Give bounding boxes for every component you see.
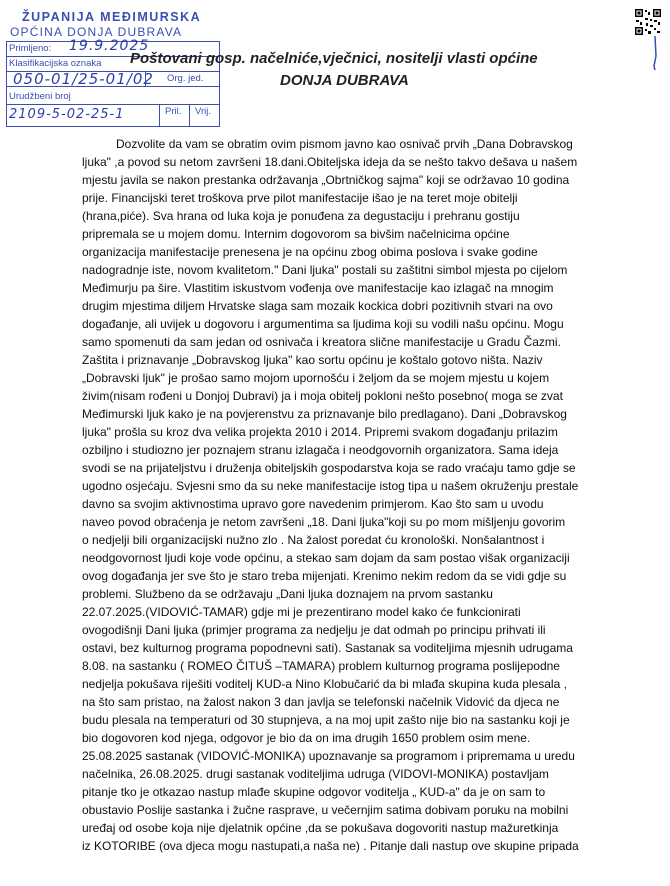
body-line: „Dobravski ljuk" je prošao samo mojom upornošću i željom da se mojem mjestu u kojem bbox=[82, 371, 550, 385]
body-line: naveo povod obraćenja je netom završeni „18. Dani ljuka"koji su po mom mišljenju govorim bbox=[82, 515, 566, 529]
body-line: načelnika, 26.08.2025. drugi sastanak voditeljima udruga (VIDOVI-MONIKA) postavljam bbox=[82, 767, 549, 781]
body-line: o nedjelji bili organizacijski nužno zlo . Na žalost poredat ću kronološki. Nonšalantnost i bbox=[82, 533, 545, 547]
body-line: davno sa svojim aktivnostima upravo gore navedenim primjerom. Kao što sam u uvodu bbox=[82, 497, 544, 511]
stamp-class-value: 050-01/25-01/02 bbox=[13, 70, 154, 88]
body-line: drugim mjestima diljem Hrvatske slaga sam mozaik kockica dobri pozitivnih stvari na ovo bbox=[82, 299, 553, 313]
stamp-org-label: Org. jed. bbox=[167, 73, 204, 84]
body-line: ljuka" prošla su kroz dva velika projekta 2010 i 2014. Pripremi svakom događanju prilazim bbox=[82, 425, 558, 439]
body-line: nadogradnje iste, novom kvalitetom." Dani ljuka" postali su zaštitni simbol mjesta po cijelom bbox=[82, 263, 568, 277]
body-line: Međimurju pa šire. Vlastitim iskustvom vođenja ove manifestacije kao izlagač na mnogim bbox=[82, 281, 554, 295]
body-line: 8.08. na sastanku ( ROMEO ČITUŠ –TAMARA) problem kulturnog programa poslijepodne bbox=[82, 659, 560, 673]
body-line: Zaštita i priznavanje „Dobravskog ljuka" kao sortu općinu je koštalo gotovo ništa. Naziv bbox=[82, 353, 543, 367]
body-line: ovogodišnji Dani ljuka (primjer programa za nedjelju je dat odmah po principu prihvati ili bbox=[82, 623, 546, 637]
body-line: ostavi, bez kulturnog programa popodnevni sati). Sastanak sa voditeljima mjesnih udrugama bbox=[82, 641, 573, 655]
body-line: na što sam pristao, na žalost nakon 3 dan javlja se telefonski načelnik Vidović da djeca ne bbox=[82, 695, 560, 709]
qr-code-icon bbox=[634, 8, 662, 36]
salutation-line-1: Poštovani gosp. načelniće,vječnici, nositelji vlasti općine bbox=[130, 50, 538, 67]
body-line: samo spomenuti da sam jedan od osnivača i kreatora slične manifestacije u Gradu Čazmi. bbox=[82, 335, 561, 349]
body-line: ovog događanja jer sve što je staro treba mijenjati. Krenimo nekim redom da se vidi gdje su bbox=[82, 569, 567, 583]
body-line: iz KOTORIBE (ova djeca mogu nastupati,a naša ne) . Pitanje dali nastup ove skupine pripada bbox=[82, 839, 579, 853]
body-line: problemi. Službeno da se održavaju „Dani ljuka doznajem na prvom sastanku bbox=[82, 587, 493, 601]
stamp-class-label: Klasifikacijska oznaka bbox=[9, 58, 102, 69]
body-line: neodgovornost ljudi koje vode općinu, a stekao sam dojam da sam postao višak organizaciji bbox=[82, 551, 570, 565]
stamp-received-label: Primljeno: bbox=[9, 43, 52, 54]
body-line: bio dogovoren kod njega, odgovor je bio da on ima drugih 1650 problem osim mene. bbox=[82, 731, 531, 745]
body-line: organizacija manifestacije prenesena je na općinu zbog obima poslova i svake godine bbox=[82, 245, 538, 259]
body-line: 25.08.2025 sastanak (VIDOVIĆ-MONIKA) upoznavanje sa programom i pripremama u uredu bbox=[82, 749, 575, 763]
body-line: pripremala se u mojem domu. Internim dogovorom sa bivšim načelnicima općine bbox=[82, 227, 510, 241]
body-line: prije. Financijski teret troškova prve pilot manifestacije išao je na teret moje obitelji bbox=[82, 191, 518, 205]
body-line: 22.07.2025.(VIDOVIĆ-TAMAR) gdje mi je prezentirano model kako će funkcionirati bbox=[82, 605, 521, 619]
body-line: (hrana,piće). Sva hrana od luka koja je ponuđena za degustaciju i prehranu gostiju bbox=[82, 209, 520, 223]
stamp-county: ŽUPANIJA MEĐIMURSKA bbox=[22, 10, 202, 24]
body-line: budu plesala na temperaturi od 30 stupnjeva, a na moj upit zašto nije bio na sastanku koji je bbox=[82, 713, 570, 727]
salutation-line-2: DONJA DUBRAVA bbox=[280, 72, 409, 89]
stamp-attach-label: Pril. bbox=[165, 106, 182, 117]
body-line: Dozvolite da vam se obratim ovim pismom javno kao osnivač prvih „Dana Dobravskog bbox=[116, 137, 573, 151]
body-line: pitanje tko je otkazao nastup mlađe skupine odgovor voditelja „ KUD-a" da je on sam to bbox=[82, 785, 546, 799]
body-line: uređaj od osobe koja nije djelatnik općine ,da se pokušava dogovoriti nastup mažuretkinja bbox=[82, 821, 559, 835]
stamp-registry-label: Urudžbeni broj bbox=[9, 91, 71, 102]
body-line: svodi se na prijateljstvu i druženja obiteljskih gospodarstva koja se rado vraćaju tamo gdje se bbox=[82, 461, 576, 475]
body-line: mjestu javila se nakon prestanka održavanja „Obrtničkog sajma" koji se održavao 10 godina bbox=[82, 173, 570, 187]
body-line: nedjelja pokušava riješiti voditelj KUD-a Nino Klobučarić da bi mlađa skupina kuda plesala , bbox=[82, 677, 567, 691]
pen-mark-icon bbox=[650, 36, 660, 70]
stamp-value-label: Vrij. bbox=[195, 106, 212, 117]
registry-stamp bbox=[4, 10, 220, 126]
body-line: događanje, ali uvijek u dogovoru i argumentima sa ljudima koji su vodili našu općinu. Mogu bbox=[82, 317, 564, 331]
body-line: živim(nisam rođeni u Donjoj Dubravi) ja i moja obitelj pokloni nešto posebno( moga se zvat bbox=[82, 389, 563, 403]
stamp-received-value: 19.9.2025 bbox=[69, 38, 150, 54]
body-line: ljuka" ,a povod su netom završeni 18.dani.Obiteljska ideja da se nešto takvo dešava u našem bbox=[82, 155, 578, 169]
stamp-registry-value: 2109-5-02-25-1 bbox=[9, 107, 125, 122]
body-line: ugodno osjećaju. Svjesni smo da su neke manifestacije istog tipa u našem okruženju prestale bbox=[82, 479, 579, 493]
stamp-municipality: OPĆINA DONJA DUBRAVA bbox=[10, 25, 183, 39]
body-line: Međimurski ljuk kako je na povjerenstvu za priznavanje bilo predlagano). Dani „Dobravskog bbox=[82, 407, 567, 421]
body-line: ozbiljno i studiozno jer poznajem stranu izlagača i neodgovornih organizatora. Sama ideja bbox=[82, 443, 559, 457]
body-line: obustavio Poslije sastanka i žučne rasprave, u večernjim satima dobivam poruku na mobilni bbox=[82, 803, 569, 817]
